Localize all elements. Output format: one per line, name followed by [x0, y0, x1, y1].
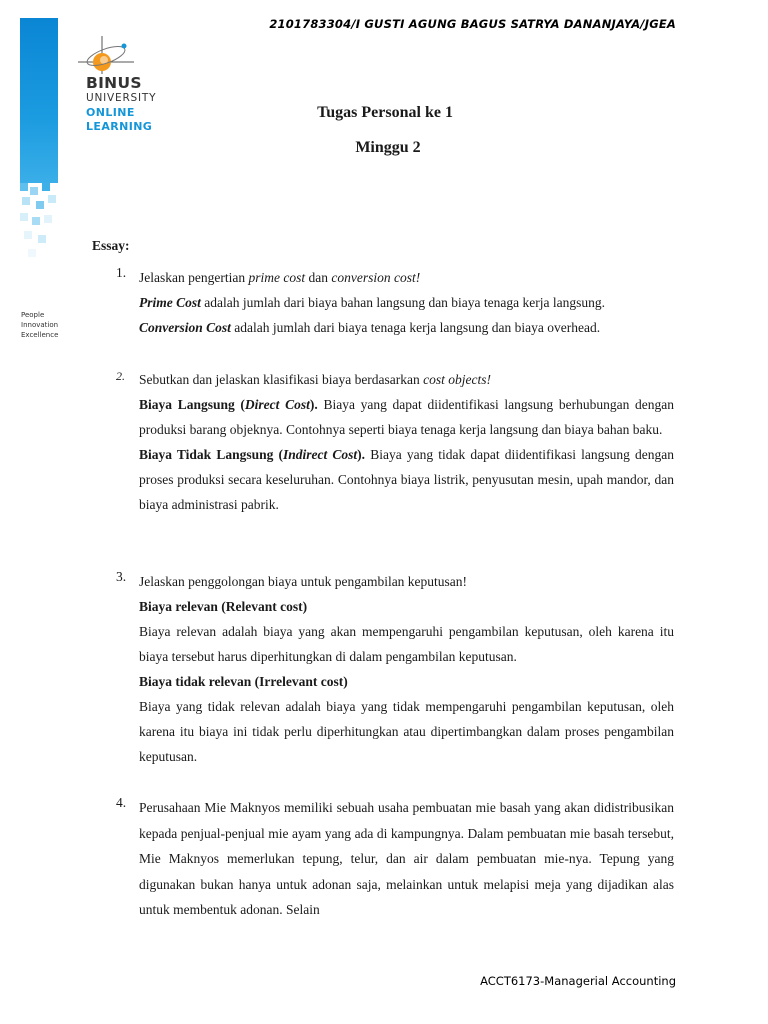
question-prompt: Sebutkan dan jelaskan klasifikasi biaya berdasarkan cost objects!	[139, 372, 492, 387]
answer-paragraph: Prime Cost adalah jumlah dari biaya bahan langsung dan biaya tenaga kerja langsung.	[139, 295, 605, 310]
answer-paragraph: Conversion Cost adalah jumlah dari biaya tenaga kerja langsung dan biaya overhead.	[139, 320, 601, 335]
logo-binus: BINUS	[86, 74, 142, 92]
tagline-line: People	[21, 311, 45, 319]
question-number: 2.	[116, 369, 125, 383]
document-title: Tugas Personal ke 1	[317, 104, 453, 121]
question-3	[116, 569, 674, 769]
question-number: 3.	[116, 569, 127, 584]
question-prompt: Perusahaan Mie Maknyos memiliki sebuah usaha pembuatan mie basah yang akan didistribusikan kepada penjual-penjual mie ayam yang ada di kampungnya. Dalam pembuatan mie basah tersebut, Mie Maknyos memerlukan tepung, telur, dan air dalam pembuatan mie-nya. Tepung yang digunakan bukan hanya untuk adonan saja, melainkan untuk melapisi meja yang dijadikan alas untuk membentuk adonan. Selain	[139, 800, 674, 917]
tagline	[21, 310, 58, 340]
essay-label: Essay:	[92, 238, 130, 253]
logo-university: UNIVERSITY	[86, 92, 157, 104]
logo-online: ONLINE	[86, 106, 135, 119]
answer-paragraph: Biaya Langsung (Direct Cost). Biaya yang dapat diidentifikasi langsung berhubungan dengan produksi barang objeknya. Contohnya seperti biaya tenaga kerja langsung dan biaya bahan baku.	[139, 397, 674, 437]
question-1	[116, 265, 674, 340]
answer-heading: Biaya tidak relevan (Irrelevant cost)	[139, 674, 348, 689]
logo-learning: LEARNING	[86, 120, 153, 133]
answer-paragraph: Biaya relevan adalah biaya yang akan mempengaruhi pengambilan keputusan, oleh karena itu biaya tersebut harus diperhitungkan di dalam pengambilan keputusan.	[139, 624, 674, 664]
tagline-line: Innovation	[21, 321, 59, 329]
question-prompt: Jelaskan penggolongan biaya untuk pengambilan keputusan!	[139, 574, 468, 589]
course-footer: ACCT6173-Managerial Accounting	[480, 974, 676, 988]
document-subtitle: Minggu 2	[355, 139, 421, 156]
question-prompt: Jelaskan pengertian prime cost dan conversion cost!	[139, 270, 421, 285]
question-number: 1.	[116, 265, 127, 280]
question-4	[116, 795, 674, 923]
answer-heading: Biaya relevan (Relevant cost)	[139, 599, 308, 614]
question-number: 4.	[116, 795, 127, 810]
tagline-line: Excellence	[21, 331, 59, 339]
answer-paragraph: Biaya Tidak Langsung (Indirect Cost). Biaya yang tidak dapat diidentifikasi langsung dengan proses produksi secara keseluruhan. Contohnya biaya listrik, penyusutan mesin, upah mandor, dan biaya administrasi pabrik.	[139, 447, 674, 512]
question-2	[116, 367, 674, 517]
answer-paragraph: Biaya yang tidak relevan adalah biaya yang tidak mempengaruhi pengambilan keputusan, oleh karena itu biaya ini tidak perlu diperhitungkan atau dipertimbangkan dalam proses pengambilan keputusan.	[139, 699, 674, 764]
logo-mark-icon	[76, 36, 136, 76]
decorative-mosaic	[20, 183, 60, 273]
student-id-header: 2101783304/I GUSTI AGUNG BAGUS SATRYA DANANJAYA/JGEA	[269, 17, 676, 31]
decorative-blue-band	[20, 18, 58, 183]
